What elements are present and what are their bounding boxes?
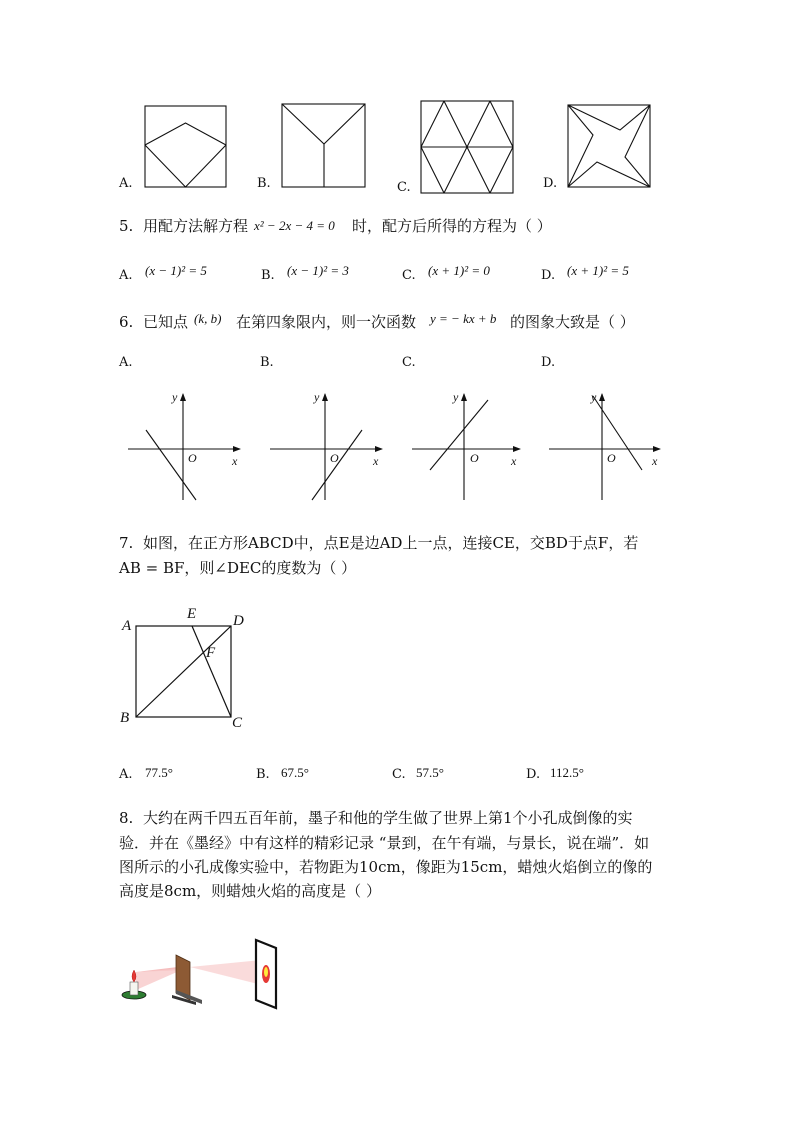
- q6-option-c-letter: C.: [402, 355, 416, 370]
- q6-option-b-letter: B.: [260, 355, 274, 370]
- q6-text-3: 的图象大致是（ ）: [510, 313, 635, 331]
- q6-function: y = − kx + b: [430, 311, 497, 326]
- q6-option-a-letter: A.: [119, 355, 133, 370]
- q6-point: (k, b): [194, 311, 222, 326]
- q4-option-d-letter: D.: [543, 176, 558, 191]
- q6-option-d-letter: D.: [541, 355, 556, 370]
- q7-label-b: B: [120, 710, 130, 726]
- q7-option-b-value: 67.5°: [281, 765, 309, 780]
- q6-text-1: 已知点: [143, 313, 189, 331]
- q7-label-f: F: [206, 645, 216, 661]
- q6-b-axis-x: x: [373, 454, 379, 468]
- q5-number: 5.: [119, 217, 134, 235]
- q4-option-b-letter: B.: [257, 176, 271, 191]
- q6-number: 6.: [119, 313, 134, 331]
- q7-option-a-letter: A.: [119, 767, 133, 782]
- q7-label-c: C: [232, 715, 243, 731]
- q8-line-2: 验．并在《墨经》中有这样的精彩记录 “景到，在午有端，与景长，说在端”．如: [119, 834, 650, 852]
- q6-a-axis-x: x: [232, 454, 238, 468]
- q6-d-axis-x: x: [652, 454, 658, 468]
- q7-label-e: E: [187, 606, 197, 622]
- q6-c-axis-x: x: [511, 454, 517, 468]
- q6-d-origin: O: [607, 451, 616, 465]
- q5-option-d-expr: (x + 1)² = 5: [567, 263, 629, 278]
- q6-c-axis-y: y: [453, 390, 459, 404]
- q7-option-d-letter: D.: [526, 767, 541, 782]
- q6-a-axis-y: y: [172, 390, 178, 404]
- q5-option-d-letter: D.: [541, 268, 556, 283]
- q6-c-origin: O: [470, 451, 479, 465]
- q5-equation: x² − 2x − 4 = 0: [254, 218, 335, 233]
- q6-d-axis-y: y: [591, 390, 597, 404]
- q5-option-a-expr: (x − 1)² = 5: [145, 263, 207, 278]
- q7-line-1: 如图，在正方形ABCD中，点E是边AD上一点，连接CE，交BD于点F，若: [143, 534, 639, 552]
- q5-option-a-letter: A.: [119, 268, 133, 283]
- q4-option-a-letter: A.: [119, 176, 133, 191]
- q7-number: 7.: [119, 534, 134, 552]
- q6-a-origin: O: [188, 451, 197, 465]
- q5-option-b-letter: B.: [261, 268, 275, 283]
- q5-option-c-expr: (x + 1)² = 0: [428, 263, 490, 278]
- q7-option-d-value: 112.5°: [550, 765, 584, 780]
- q7-label-a: A: [122, 618, 132, 634]
- q5-text-after: 时，配方后所得的方程为（ ）: [352, 217, 552, 235]
- screen-icon: [256, 940, 276, 1008]
- q5-option-b-expr: (x − 1)² = 3: [287, 263, 349, 278]
- q8-number: 8.: [119, 809, 134, 827]
- q4-option-c-letter: C.: [397, 180, 411, 195]
- q7-option-a-value: 77.5°: [145, 765, 173, 780]
- pinhole-board-icon: [172, 955, 202, 1005]
- q7-option-c-value: 57.5°: [416, 765, 444, 780]
- q7-line-2: AB = BF，则∠DEC的度数为（ ）: [119, 559, 357, 577]
- q7-option-b-letter: B.: [256, 767, 270, 782]
- q6-text-2: 在第四象限内，则一次函数: [236, 313, 417, 331]
- q5-text-before: 用配方法解方程: [143, 217, 249, 235]
- q6-b-axis-y: y: [314, 390, 320, 404]
- q7-label-d: D: [233, 613, 244, 629]
- q6-b-origin: O: [330, 451, 339, 465]
- q8-line-3: 图所示的小孔成像实验中，若物距为10cm，像距为15cm，蜡烛火焰倒立的像的: [119, 858, 653, 876]
- q8-line-4: 高度是8cm，则蜡烛火焰的高度是（ ）: [119, 882, 381, 900]
- q5-option-c-letter: C.: [402, 268, 416, 283]
- q8-line-1: 大约在两千四五百年前，墨子和他的学生做了世界上第1个小孔成倒像的实: [143, 809, 633, 827]
- q7-option-c-letter: C.: [392, 767, 406, 782]
